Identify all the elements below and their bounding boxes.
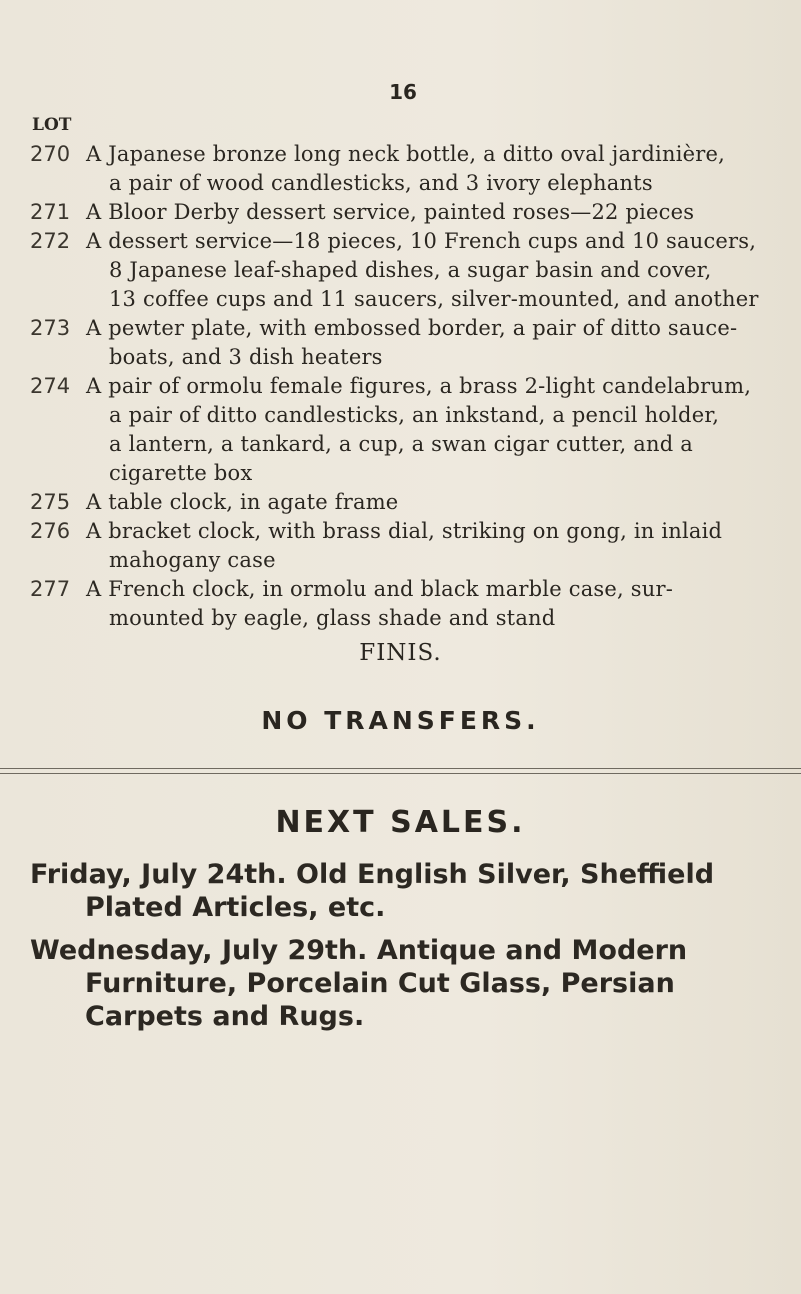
lot-entry — [30, 140, 790, 198]
lot-number: 276 — [30, 519, 71, 543]
lot-entry — [30, 575, 790, 633]
lot-description-line: A table clock, in agate frame — [86, 490, 399, 514]
sale-line: Wednesday, July 29th. Antique and Modern — [30, 935, 688, 966]
sale-line: Plated Articles, etc. — [85, 892, 386, 923]
lot-entry — [30, 372, 790, 488]
lot-entry — [30, 227, 790, 314]
lot-description-line: A pair of ormolu female figures, a brass 2-light candelabrum, — [86, 374, 752, 398]
lot-description-line: boats, and 3 dish heaters — [109, 345, 383, 369]
lot-description — [86, 227, 790, 314]
lot-number: 277 — [30, 577, 71, 601]
lot-number: 271 — [30, 200, 71, 224]
next-sales-heading: NEXT SALES. — [275, 805, 526, 840]
lot-number: 273 — [30, 316, 71, 340]
lot-number: 272 — [30, 229, 71, 253]
lot-description-line: A Bloor Derby dessert service, painted roses—22 pieces — [86, 200, 695, 224]
lot-description — [86, 140, 790, 198]
lot-description — [86, 372, 790, 488]
page-number: 16 — [389, 80, 417, 104]
lot-description-line: A pewter plate, with embossed border, a pair of ditto sauce- — [86, 316, 738, 340]
no-transfers-notice: NO TRANSFERS. — [261, 706, 540, 735]
lot-description — [86, 488, 790, 517]
lot-entry — [30, 488, 790, 517]
lot-column-header: LOT — [32, 115, 72, 135]
lot-description-line: 13 coffee cups and 11 saucers, silver-mounted, and another — [109, 287, 759, 311]
lot-number: 275 — [30, 490, 71, 514]
lot-description-line: mounted by eagle, glass shade and stand — [109, 606, 556, 630]
lot-description-line: a pair of ditto candlesticks, an inkstand, a pencil holder, — [109, 403, 720, 427]
sale-entry — [30, 934, 800, 1033]
lot-number: 270 — [30, 142, 71, 166]
lot-description-line: A French clock, in ormolu and black marble case, sur- — [86, 577, 674, 601]
divider-rule — [0, 768, 801, 774]
lot-description — [86, 575, 790, 633]
finis-heading: FINIS. — [359, 640, 442, 666]
lot-description-line: A dessert service—18 pieces, 10 French cups and 10 saucers, — [86, 229, 757, 253]
lot-description-line: a pair of wood candlesticks, and 3 ivory elephants — [109, 171, 653, 195]
lot-description-line: cigarette box — [109, 461, 253, 485]
sale-line: Furniture, Porcelain Cut Glass, Persian — [85, 968, 675, 999]
lot-entry — [30, 198, 790, 227]
lot-description-line: A Japanese bronze long neck bottle, a ditto oval jardinière, — [86, 142, 725, 166]
sale-entry — [30, 858, 800, 924]
lot-description-line: mahogany case — [109, 548, 276, 572]
lot-description — [86, 314, 790, 372]
lot-description — [86, 198, 790, 227]
lot-entry — [30, 314, 790, 372]
lot-entry — [30, 517, 790, 575]
lot-description-line: 8 Japanese leaf-shaped dishes, a sugar basin and cover, — [109, 258, 712, 282]
lot-description — [86, 517, 790, 575]
lot-description-line: A bracket clock, with brass dial, striking on gong, in inlaid — [86, 519, 723, 543]
sale-line: Friday, July 24th. Old English Silver, Sheffield — [30, 859, 715, 890]
lot-description-line: a lantern, a tankard, a cup, a swan cigar cutter, and a — [109, 432, 693, 456]
lot-number: 274 — [30, 374, 71, 398]
sale-line: Carpets and Rugs. — [85, 1001, 365, 1032]
